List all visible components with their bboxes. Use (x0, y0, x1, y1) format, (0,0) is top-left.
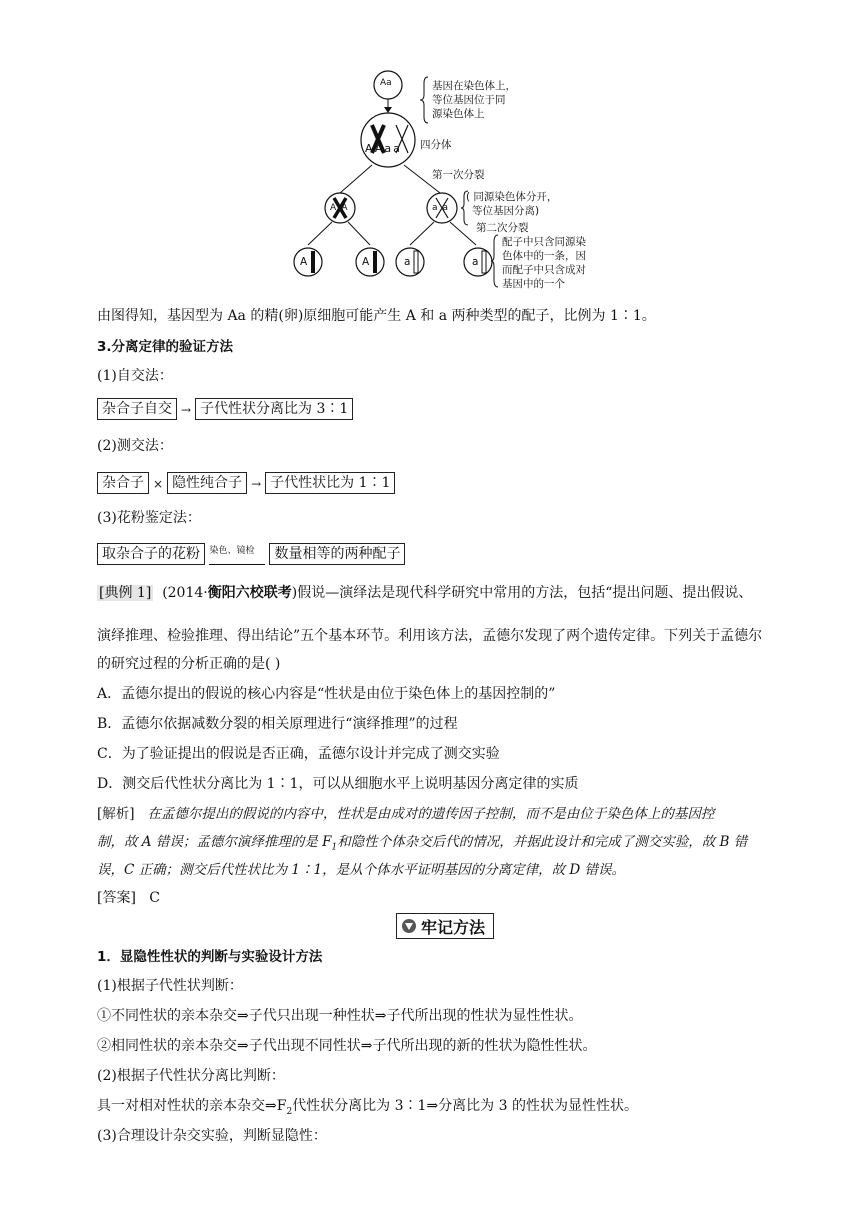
subscript: 1 (331, 842, 338, 853)
flow-box: 取杂合子的花粉 (97, 543, 205, 565)
gamete-label: a (404, 256, 411, 268)
note-right (466, 190, 557, 218)
text: 代性状分离比为 3∶1⇒分离比为 3 的性状为显性性状。 (292, 1098, 638, 1114)
analysis-line-1 (97, 804, 714, 824)
source-pre: (2014· (162, 585, 208, 601)
answer-line (97, 888, 160, 908)
example-tag: [典例 1] (99, 585, 152, 601)
answer-value: C (149, 890, 161, 906)
flow-box: 子代性状分离比为 3∶1 (195, 398, 353, 420)
method-s2: (2)根据子代性状分离比判断： (97, 1068, 285, 1084)
method-banner (396, 913, 494, 939)
top-cell-label: Aa (380, 78, 392, 88)
example-question (97, 578, 757, 608)
source-name: 衡阳六校联考 (207, 585, 292, 601)
arrow-head (384, 107, 392, 113)
method-1-flow (97, 398, 353, 420)
arrow-icon: → (251, 477, 262, 491)
branch-line (308, 222, 332, 245)
note-gamete-line: 而配子中只含成对 (502, 264, 586, 276)
method-3-label: (3)花粉鉴定法： (97, 510, 201, 526)
method-s1a: ①不同性状的亲本杂交⇒子代只出现一种性状⇒子代所出现的性状为显性性状。 (97, 1008, 583, 1024)
method-s1b: ②相同性状的亲本杂交⇒子代出现不同性状⇒子代所出现的新的性状为隐性性状。 (97, 1038, 597, 1054)
note-gamete-line: 色体中的一条，因 (502, 250, 586, 262)
analysis-line-2 (97, 832, 747, 858)
chromosome-light (482, 251, 486, 273)
question-line-2: 演绎推理、检验推理、得出结论”五个基本环节。利用该方法，孟德尔发现了两个遗传定律。下列关于孟德尔 (97, 628, 763, 644)
arrow-icon: → (181, 403, 192, 417)
tetrad-cell-label: AAaa (365, 142, 402, 155)
arrow-icon (209, 564, 265, 565)
subscript: 2 (286, 1106, 293, 1117)
analysis-tag: [解析] (97, 806, 135, 822)
method-title: 1．显隐性性状的判断与实验设计方法 (97, 949, 323, 965)
note-gamete-line: 基因中的一个 (502, 278, 565, 290)
brace (420, 77, 428, 123)
left-cell-label: AA (330, 203, 353, 213)
option-d: D．测交后代性状分离比为 1∶1，可以从细胞水平上说明基因分离定律的实质 (97, 776, 579, 792)
method-s3: (3)合理设计杂交实验，判断显隐性： (97, 1128, 327, 1144)
flow-box: 子代性状比为 1∶1 (265, 472, 395, 494)
gamete-cell (356, 248, 384, 276)
labeled-arrow (209, 546, 269, 565)
meiosis-diagram (280, 65, 610, 295)
meiosis-2-label: 第二次分裂 (476, 222, 529, 234)
chromosome-light (414, 251, 418, 273)
answer-tag: [答案] (97, 890, 136, 906)
tetrad-label: 四分体 (420, 139, 452, 151)
brace (491, 235, 498, 287)
method-s1: (1)根据子代性状判断： (97, 978, 243, 994)
note-right-line: ( 同源染色体分开， (466, 191, 558, 203)
method-s2a (97, 1096, 638, 1122)
conclusion-text: 由图得知，基因型为 Aa 的精(卵)原细胞可能产生 A 和 a 两种类型的配子，比例为 1∶1。 (97, 308, 656, 324)
method-1-label: (1)自交法： (97, 368, 173, 384)
gamete-cell (294, 248, 322, 276)
note-gamete (502, 235, 586, 291)
note-top (432, 79, 516, 121)
times-icon: × (153, 477, 164, 491)
gamete-label: A (300, 256, 308, 268)
banner-title: 牢记方法 (421, 917, 486, 937)
right-cell-label: aa (432, 203, 454, 213)
down-triangle-icon (401, 918, 417, 934)
flow-box: 杂合子 (97, 472, 149, 494)
question-line-3: 的研究过程的分析正确的是( ) (97, 656, 281, 672)
option-a: A．孟德尔提出的假说的核心内容是“性状是由位于染色体上的基因控制的” (97, 686, 556, 702)
flow-box: 数量相等的两种配子 (269, 543, 405, 565)
branch-line (348, 222, 370, 245)
branch-line (340, 165, 372, 193)
note-top-line: 源染色体上 (432, 108, 485, 120)
note-right-line: 等位基因分离) (472, 205, 540, 217)
source-post: ) (291, 585, 298, 601)
branch-line (410, 222, 434, 245)
note-gamete-line: 配子中只含同源染 (502, 236, 586, 248)
gamete-label: A (362, 256, 370, 268)
option-c: C．为了验证提出的假说是否正确，孟德尔设计并完成了测交实验 (97, 746, 500, 762)
analysis-text: 制，故 A 错误；孟德尔演绎推理的是 F (97, 834, 332, 850)
question-line (97, 578, 757, 608)
question-text: 假说—演绎法是现代科学研究中常用的方法，包括“提出问题、提出假说、 (297, 585, 753, 601)
flow-box: 杂合子自交 (97, 398, 177, 420)
text: 具一对相对性状的亲本杂交⇒F (97, 1098, 287, 1114)
tetrad-cell (361, 113, 415, 167)
analysis-text: 和隐性个体杂交后代的情况，并据此设计和完成了测交实验，故 B 错 (337, 834, 748, 850)
flow-box: 隐性纯合子 (167, 472, 247, 494)
analysis-line-3: 误，C 正确；测交后代性状比为 1∶1，是从个体水平证明基因的分离定律，故 D 错误。 (97, 862, 625, 878)
branch-line (450, 222, 476, 245)
gamete-label: a (472, 256, 479, 268)
arrow-label: 染色、镜检 (209, 546, 255, 556)
meiosis-1-label: 第一次分裂 (432, 169, 485, 181)
note-top-line: 等位基因位于同 (432, 94, 506, 106)
section-3-title: 3.分离定律的验证方法 (97, 339, 234, 355)
method-2-label: (2)测交法： (97, 438, 173, 454)
note-top-line: 基因在染色体上， (432, 80, 516, 92)
option-b: B．孟德尔依据减数分裂的相关原理进行“演绎推理”的过程 (97, 716, 458, 732)
analysis-text: 在孟德尔提出的假说的内容中，性状是由成对的遗传因子控制，而不是由位于染色体上的基因控 (147, 806, 715, 822)
method-3-flow (97, 543, 405, 565)
method-2-flow (97, 472, 395, 494)
